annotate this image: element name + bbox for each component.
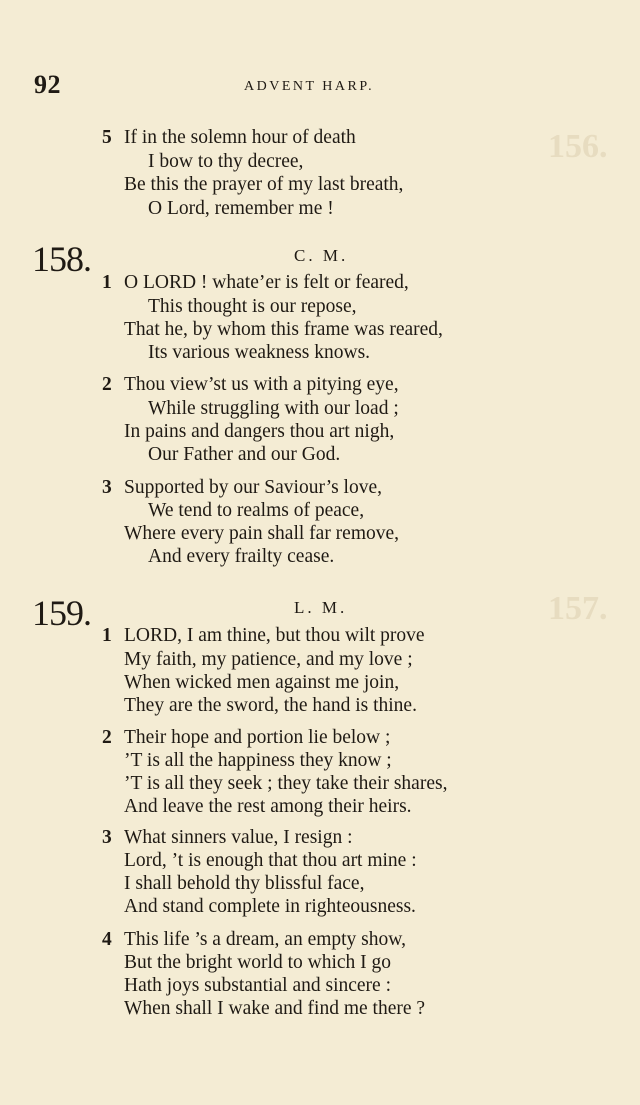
verse-line: They are the sword, the hand is thine. [124, 695, 417, 716]
verse-line: Hath joys substantial and sincere : [124, 975, 391, 996]
verse-line: And stand complete in righteousness. [124, 896, 416, 917]
verse-line: While struggling with our load ; [148, 398, 399, 419]
verse-line: I shall behold thy blissful face, [124, 873, 365, 894]
verse-line: In pains and dangers thou art nigh, [124, 421, 395, 442]
stanza-number: 4 [102, 929, 112, 950]
verse-line: If in the solemn hour of death [124, 127, 356, 148]
hymn-number: 159. [32, 593, 91, 633]
verse-line: When wicked men against me join, [124, 672, 400, 693]
verse-line: Our Father and our God. [148, 444, 341, 465]
verse-line: I bow to thy decree, [148, 151, 304, 172]
hymn-meter: L. M. [294, 598, 348, 617]
stanza-number: 2 [102, 374, 112, 395]
verse-line: ’T is all they seek ; they take their shares, [124, 773, 448, 794]
verse-line: Lord, ’t is enough that thou art mine : [124, 850, 417, 871]
stanza-number: 1 [102, 625, 112, 646]
running-title: ADVENT HARP. [244, 79, 375, 94]
verse-line: This thought is our repose, [148, 296, 357, 317]
verse-line: And leave the rest among their heirs. [124, 796, 412, 817]
stanza-number: 3 [102, 477, 112, 498]
verse-line: Thou view’st us with a pitying eye, [124, 374, 399, 395]
stanza-number: 2 [102, 727, 112, 748]
verse-line: LORD, I am thine, but thou wilt prove [124, 625, 425, 646]
bleed-through-mark: 156. [548, 128, 608, 165]
verse-line: We tend to realms of peace, [148, 500, 365, 521]
hymn-meter: C. M. [294, 246, 349, 265]
verse-line: O LORD ! whate’er is felt or feared, [124, 272, 409, 293]
verse-line: And every frailty cease. [148, 546, 335, 567]
verse-line: Their hope and portion lie below ; [124, 727, 391, 748]
verse-line: When shall I wake and find me there ? [124, 998, 426, 1019]
verse-line: ’T is all the happiness they know ; [124, 750, 392, 771]
hymn-number: 158. [32, 239, 91, 279]
page-number: 92 [34, 70, 61, 99]
verse-line: Be this the prayer of my last breath, [124, 174, 404, 195]
verse-line: Supported by our Saviour’s love, [124, 477, 382, 498]
verse-line: But the bright world to which I go [124, 952, 392, 973]
verse-line: My faith, my patience, and my love ; [124, 649, 413, 670]
verse-line: What sinners value, I resign : [124, 827, 353, 848]
stanza-number: 3 [102, 827, 112, 848]
stanza-number: 1 [102, 272, 112, 293]
verse-line: O Lord, remember me ! [148, 198, 334, 219]
stanza-number: 5 [102, 127, 112, 148]
bleed-through-mark: 157. [548, 590, 608, 627]
verse-line: Where every pain shall far remove, [124, 523, 400, 544]
verse-line: That he, by whom this frame was reared, [124, 319, 443, 340]
verse-line: This life ’s a dream, an empty show, [124, 929, 406, 950]
verse-line: Its various weakness knows. [148, 342, 371, 363]
